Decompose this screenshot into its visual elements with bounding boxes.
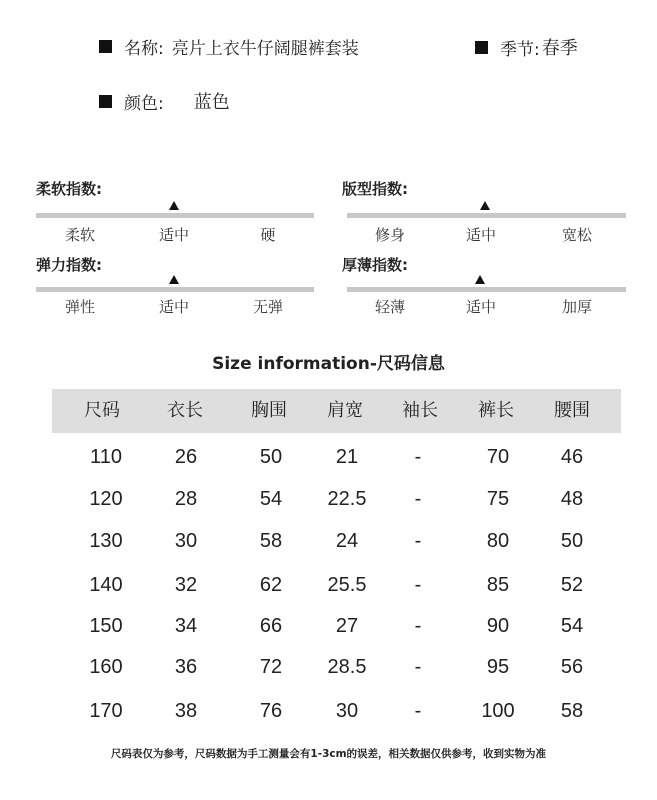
size-table-header bbox=[52, 389, 621, 433]
table-cell: 62 bbox=[259, 574, 283, 596]
scale-bar bbox=[36, 213, 314, 218]
table-cell: 85 bbox=[486, 574, 510, 596]
triangle-marker-icon bbox=[169, 201, 179, 210]
table-cell: 46 bbox=[560, 446, 584, 468]
table-cell: 22.5 bbox=[327, 488, 367, 510]
table-cell: 110 bbox=[90, 446, 122, 468]
table-row bbox=[52, 606, 621, 646]
table-cell: - bbox=[414, 656, 422, 678]
scale-title: 弹力指数: bbox=[36, 256, 102, 274]
column-header: 尺码 bbox=[84, 400, 120, 421]
color-label: 颜色: bbox=[124, 93, 164, 114]
size-section-title: Size information-尺码信息 bbox=[212, 354, 445, 374]
scale-label-left: 轻薄 bbox=[374, 298, 406, 316]
table-cell: - bbox=[414, 700, 422, 722]
scale-label-left: 柔软 bbox=[64, 226, 96, 244]
scale-label-right: 加厚 bbox=[561, 298, 593, 316]
table-cell: 90 bbox=[486, 615, 510, 637]
product-name-line bbox=[99, 34, 359, 59]
scale-label-right: 无弹 bbox=[252, 298, 284, 316]
table-cell: 58 bbox=[259, 530, 283, 552]
table-cell: 32 bbox=[174, 574, 198, 596]
table-cell: - bbox=[414, 488, 422, 510]
scale-label-left: 修身 bbox=[374, 226, 406, 244]
table-cell: - bbox=[414, 574, 422, 596]
table-cell: 48 bbox=[560, 488, 584, 510]
table-row bbox=[52, 565, 621, 605]
table-cell: 150 bbox=[89, 615, 123, 637]
elasticity-scale bbox=[36, 254, 314, 324]
table-cell: 52 bbox=[560, 574, 584, 596]
table-row bbox=[52, 647, 621, 687]
table-cell: 54 bbox=[560, 615, 584, 637]
table-cell: 120 bbox=[89, 488, 123, 510]
column-header: 胸围 bbox=[251, 400, 287, 421]
table-cell: 76 bbox=[259, 700, 283, 722]
column-header: 衣长 bbox=[167, 400, 203, 421]
color-value: 蓝色 bbox=[193, 92, 230, 113]
table-cell: 95 bbox=[486, 656, 510, 678]
table-cell: 140 bbox=[89, 574, 123, 596]
column-header: 裤长 bbox=[478, 400, 514, 421]
table-cell: 170 bbox=[89, 700, 123, 722]
table-cell: 66 bbox=[259, 615, 283, 637]
scale-label-middle: 适中 bbox=[158, 226, 190, 244]
scale-label-middle: 适中 bbox=[465, 226, 497, 244]
scale-label-middle: 适中 bbox=[158, 298, 190, 316]
scale-title: 版型指数: bbox=[342, 180, 408, 198]
size-disclaimer: 尺码表仅为参考，尺码数据为手工测量会有1-3cm的误差，相关数据仅供参考，收到实物为准 bbox=[110, 748, 547, 760]
scale-label-left: 弹性 bbox=[64, 298, 96, 316]
scale-bar bbox=[36, 287, 314, 292]
table-cell: 54 bbox=[259, 488, 283, 510]
table-cell: 70 bbox=[486, 446, 510, 468]
table-cell: - bbox=[414, 446, 422, 468]
color-line bbox=[99, 88, 230, 114]
table-cell: 56 bbox=[560, 656, 584, 678]
table-cell: 58 bbox=[560, 700, 584, 722]
scale-title: 柔软指数: bbox=[36, 180, 102, 198]
softness-scale bbox=[36, 178, 314, 248]
table-cell: 21 bbox=[335, 446, 359, 468]
table-cell: 100 bbox=[481, 700, 515, 722]
table-cell: 30 bbox=[335, 700, 359, 722]
product-name-label: 名称: bbox=[124, 39, 164, 59]
thickness-scale bbox=[342, 254, 620, 324]
table-cell: - bbox=[414, 615, 422, 637]
table-cell: 38 bbox=[174, 700, 198, 722]
table-cell: 130 bbox=[89, 530, 123, 552]
product-name-value: 亮片上衣牛仔阔腿裤套装 bbox=[171, 39, 359, 59]
bullet-square-icon bbox=[99, 95, 112, 108]
table-cell: 34 bbox=[174, 615, 198, 637]
table-row bbox=[52, 479, 621, 519]
column-header: 腰围 bbox=[554, 400, 590, 421]
table-cell: 26 bbox=[174, 446, 198, 468]
season-value: 春季 bbox=[541, 38, 578, 59]
table-cell: - bbox=[414, 530, 422, 552]
scale-label-middle: 适中 bbox=[465, 298, 497, 316]
table-cell: 160 bbox=[89, 656, 123, 678]
table-row bbox=[52, 691, 621, 731]
table-cell: 28.5 bbox=[327, 656, 367, 678]
table-row bbox=[52, 437, 621, 477]
bullet-square-icon bbox=[475, 41, 488, 54]
table-cell: 72 bbox=[259, 656, 283, 678]
table-cell: 50 bbox=[560, 530, 584, 552]
bullet-square-icon bbox=[99, 40, 112, 53]
triangle-marker-icon bbox=[475, 275, 485, 284]
fit-scale bbox=[342, 178, 620, 248]
table-row bbox=[52, 521, 621, 561]
table-cell: 36 bbox=[174, 656, 198, 678]
table-cell: 50 bbox=[259, 446, 283, 468]
scale-label-right: 宽松 bbox=[561, 226, 593, 244]
table-cell: 75 bbox=[486, 488, 510, 510]
season-line bbox=[475, 34, 578, 60]
scale-bar bbox=[347, 213, 626, 218]
table-cell: 30 bbox=[174, 530, 198, 552]
table-cell: 25.5 bbox=[327, 574, 367, 596]
scale-title: 厚薄指数: bbox=[342, 256, 408, 274]
table-cell: 80 bbox=[486, 530, 510, 552]
season-label: 季节: bbox=[500, 39, 540, 60]
column-header: 肩宽 bbox=[327, 400, 363, 421]
triangle-marker-icon bbox=[480, 201, 490, 210]
table-cell: 24 bbox=[335, 530, 359, 552]
scale-bar bbox=[347, 287, 626, 292]
triangle-marker-icon bbox=[169, 275, 179, 284]
column-header: 袖长 bbox=[402, 400, 438, 421]
table-cell: 27 bbox=[335, 615, 359, 637]
scale-label-right: 硬 bbox=[260, 226, 276, 244]
table-cell: 28 bbox=[174, 488, 198, 510]
